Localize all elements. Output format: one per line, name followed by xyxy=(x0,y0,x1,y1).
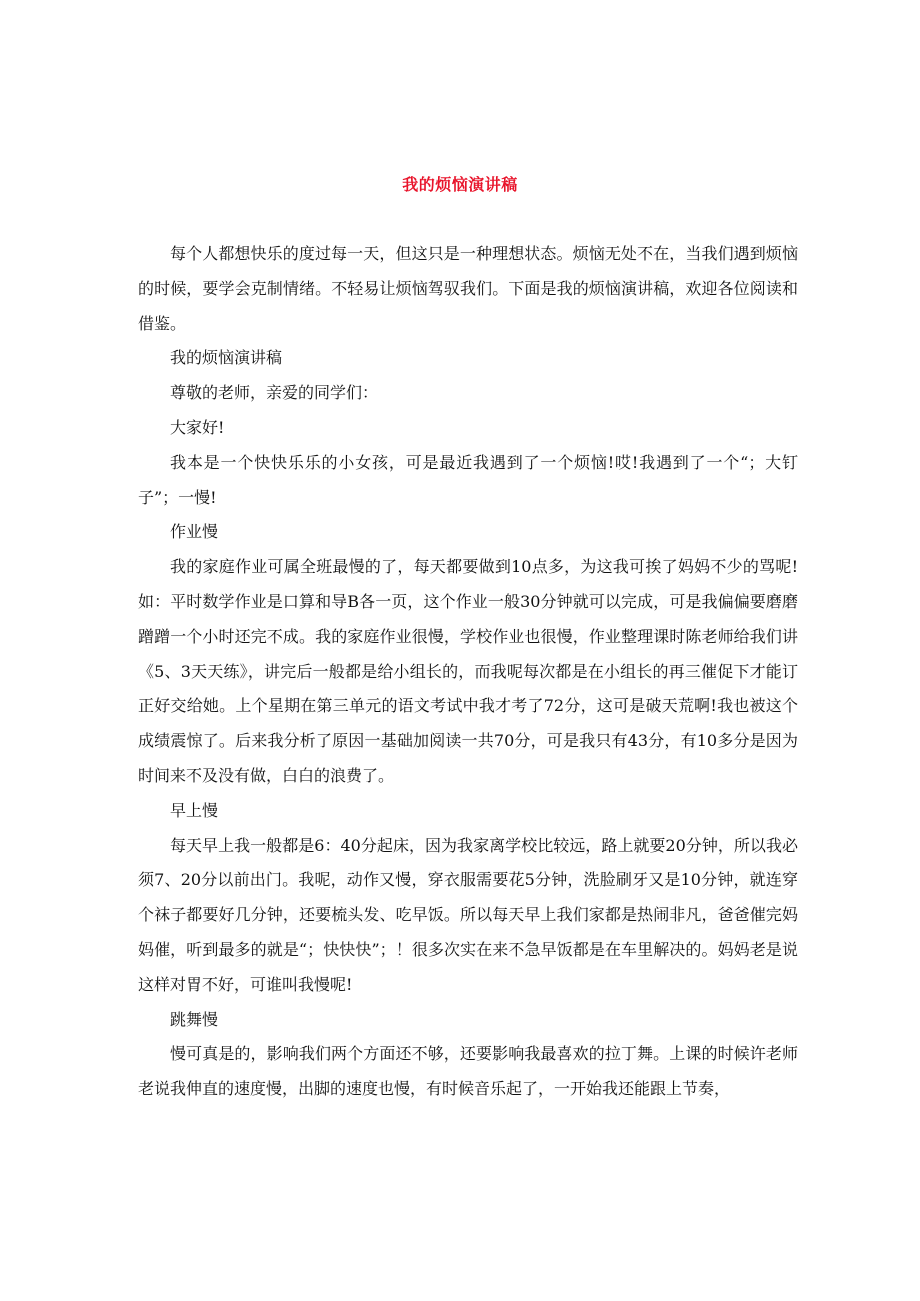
section-heading-homework: 作业慢 xyxy=(170,522,219,542)
paragraph-morning: 每天早上我一般都是6：40分起床，因为我家离学校比较远，路上就要20分钟，所以我必须7、20分以前出门。我呢，动作又慢，穿衣服需要花5分钟，洗脸刷牙又是10分钟，就连穿个袜子都要好几分钟，还要梳头发、吃早饭。所以每天早上我们家都是热闹非凡，爸爸催完妈妈催，听到最多的就是“；快快快”；！很多次实在来不急早饭都是在车里解决的。妈妈老是说这样对胃不好，可谁叫我慢呢! xyxy=(138,835,798,994)
paragraph-greeting: 大家好! xyxy=(170,417,225,437)
paragraph-intro: 每个人都想快乐的度过每一天，但这只是一种理想状态。烦恼无处不在，当我们遇到烦恼的时候，要学会克制情绪。不轻易让烦恼驾驭我们。下面是我的烦恼演讲稿，欢迎各位阅读和借鉴。 xyxy=(138,244,798,333)
paragraph-opening: 我本是一个快快乐乐的小女孩，可是最近我遇到了一个烦恼!哎!我遇到了一个“；大钉子”；一慢! xyxy=(138,452,798,507)
section-heading-dance: 跳舞慢 xyxy=(170,1009,219,1029)
document-title: 我的烦恼演讲稿 xyxy=(402,175,518,194)
document-body xyxy=(138,237,798,1107)
paragraph-speech-title: 我的烦恼演讲稿 xyxy=(170,348,283,368)
section-heading-morning: 早上慢 xyxy=(170,800,219,820)
paragraph-salutation: 尊敬的老师，亲爱的同学们： xyxy=(170,383,379,403)
paragraph-homework: 我的家庭作业可属全班最慢的了，每天都要做到10点多，为这我可挨了妈妈不少的骂呢!如：平时数学作业是口算和导B各一页，这个作业一般30分钟就可以完成，可是我偏偏要磨磨蹭蹭一个小时还完不成。我的家庭作业很慢，学校作业也很慢，作业整理课时陈老师给我们讲《5、3天天练》，讲完后一般都是给小组长的，而我呢每次都是在小组长的再三催促下才能订正好交给她。上个星期在第三单元的语文考试中我才考了72分，这可是破天荒啊!我也被这个成绩震惊了。后来我分析了原因一基础加阅读一共70分，可是我只有43分，有10多分是因为时间来不及没有做，白白的浪费了。 xyxy=(138,557,798,785)
paragraph-dance: 慢可真是的，影响我们两个方面还不够，还要影响我最喜欢的拉丁舞。上课的时候许老师老说我伸直的速度慢，出脚的速度也慢，有时候音乐起了，一开始我还能跟上节奏， xyxy=(138,1044,798,1099)
